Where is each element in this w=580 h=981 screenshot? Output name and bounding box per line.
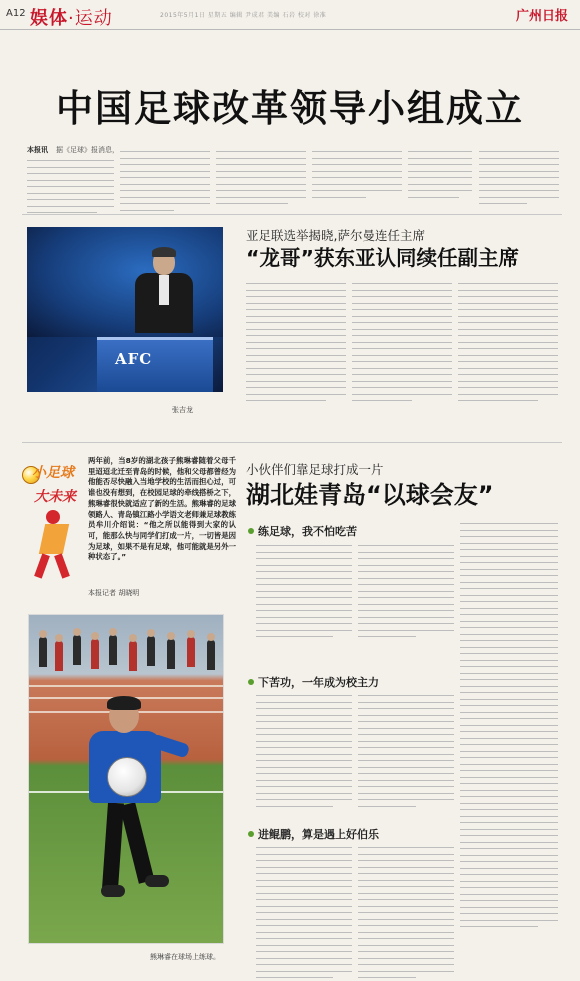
story2-intro: 两年前，当8岁的湖北孩子熊琳睿随着父母千里迢迢北迁至青岛的时候，他和父母都曾经为他能否尽快融入当地学校的生活而担心过，可谁也没有想到，在校园足球的牵线搭桥之下，熊琳睿很快就适应了新的生活。熊琳睿的足球领路人、青岛镇江路小学语文老师兼足球教练员牟川介绍说：“他之所以能得到大家的认可，能那么快与同学们打成一片，一切皆是因为足球，如果不是有足球，他可能就是另外一种状态了。”	[88, 456, 236, 562]
series-logo-line2: 大未来	[34, 489, 76, 505]
story1-column-2	[352, 283, 452, 407]
story1-title: “龙哥”获东亚认同续任副主席	[246, 246, 519, 270]
player-figure-icon	[36, 510, 72, 580]
section-main: 娱体	[30, 8, 68, 29]
section-sub: ·运动	[68, 8, 113, 29]
story2-title: 湖北娃青岛“以球会友”	[246, 481, 494, 509]
page-header	[0, 0, 580, 30]
story2-subhead-1: 练足球，我不怕吃苦	[248, 523, 357, 539]
photo2-caption: 熊琳睿在球场上练球。	[150, 953, 220, 961]
main-headline: 中国足球改革领导小组成立	[56, 87, 524, 130]
story2-block3-column-1	[256, 847, 352, 981]
lead-column-2	[120, 151, 210, 216]
lead-text: 据《足球》报消息，	[56, 146, 119, 154]
bullet-icon	[248, 679, 254, 685]
lead-column-4	[312, 151, 402, 203]
divider	[22, 442, 562, 443]
story2-subhead-2: 下苦功，一年成为校主力	[248, 674, 379, 690]
photo-boy-with-football	[28, 614, 224, 944]
page-number: A12	[6, 8, 26, 19]
bullet-icon	[248, 528, 254, 534]
story2-right-column	[460, 523, 558, 933]
photo-official-at-podium	[27, 227, 223, 392]
story1-column-3	[458, 283, 558, 407]
lead-column-1	[27, 160, 114, 219]
story1-kicker: 亚足联选举揭晓,萨尔曼连任主席	[246, 228, 425, 243]
series-logo	[22, 462, 80, 582]
story2-subhead-3: 进鲲鹏，算是遇上好伯乐	[248, 826, 379, 842]
story2-kicker: 小伙伴们靠足球打成一片	[246, 462, 384, 477]
story1-column-1	[246, 283, 346, 407]
paper-logo: 广州日报	[515, 9, 568, 24]
series-logo-line1: 小足球	[32, 465, 74, 481]
photo1-caption: 张吉龙	[172, 406, 193, 414]
divider	[22, 214, 562, 215]
football-icon	[107, 757, 147, 797]
lead-label: 本报讯	[27, 146, 48, 154]
lead-column-6	[479, 151, 559, 210]
issue-meta: 2015年5月1日 星期五 编辑 尹成君 美编 石岩 校对 徐准	[160, 12, 327, 19]
story2-block1-column-1	[256, 545, 352, 643]
bullet-icon	[248, 831, 254, 837]
story2-byline: 本报记者 胡晓明	[88, 589, 140, 597]
section-title	[30, 4, 113, 30]
lead-column-5	[408, 151, 472, 203]
story2-block1-column-2	[358, 545, 454, 643]
story2-block3-column-2	[358, 847, 454, 981]
lead-column-3	[216, 151, 306, 210]
afc-logo: AFC	[115, 350, 153, 368]
story2-block2-column-1	[256, 695, 352, 812]
story2-block2-column-2	[358, 695, 454, 812]
